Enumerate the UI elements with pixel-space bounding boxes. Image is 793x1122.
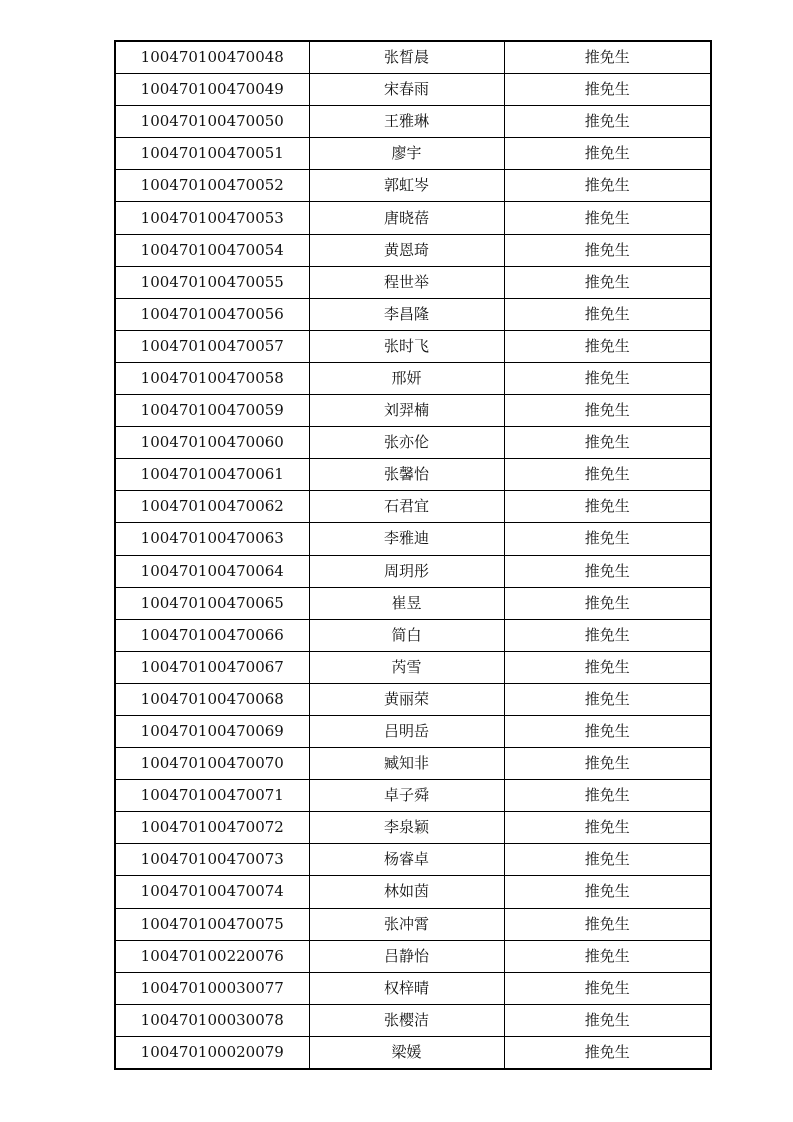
candidate-id-cell: 100470100470067: [115, 651, 309, 683]
table-row: [115, 202, 711, 234]
candidate-name-cell: 张馨怡: [309, 459, 504, 491]
candidate-id-cell: 100470100470060: [115, 427, 309, 459]
candidate-id-cell: 100470100470062: [115, 491, 309, 523]
candidate-name-cell: 简白: [309, 619, 504, 651]
admission-type-cell: 推免生: [504, 1004, 711, 1036]
candidate-name-cell: 臧知非: [309, 748, 504, 780]
table-row: [115, 555, 711, 587]
table-row: [115, 427, 711, 459]
candidate-name-cell: 吕明岳: [309, 715, 504, 747]
table-row: [115, 138, 711, 170]
table-row: [115, 298, 711, 330]
table-row: [115, 780, 711, 812]
admission-type-cell: 推免生: [504, 234, 711, 266]
admission-type-cell: 推免生: [504, 41, 711, 74]
candidate-id-cell: 100470100470050: [115, 106, 309, 138]
candidate-id-cell: 100470100030077: [115, 972, 309, 1004]
candidate-name-cell: 石君宜: [309, 491, 504, 523]
candidate-name-cell: 吕静怡: [309, 940, 504, 972]
candidate-id-cell: 100470100470063: [115, 523, 309, 555]
admission-type-cell: 推免生: [504, 780, 711, 812]
candidate-name-cell: 芮雪: [309, 651, 504, 683]
candidate-name-cell: 张樱洁: [309, 1004, 504, 1036]
admission-type-cell: 推免生: [504, 812, 711, 844]
admission-type-cell: 推免生: [504, 74, 711, 106]
candidate-name-cell: 黄恩琦: [309, 234, 504, 266]
candidate-name-cell: 宋春雨: [309, 74, 504, 106]
candidate-name-cell: 林如茵: [309, 876, 504, 908]
admission-type-cell: 推免生: [504, 619, 711, 651]
admission-type-cell: 推免生: [504, 844, 711, 876]
admission-type-cell: 推免生: [504, 170, 711, 202]
admission-type-cell: 推免生: [504, 972, 711, 1004]
candidate-name-cell: 张晳晨: [309, 41, 504, 74]
candidate-id-cell: 100470100470070: [115, 748, 309, 780]
candidate-name-cell: 唐晓蓓: [309, 202, 504, 234]
admission-type-cell: 推免生: [504, 587, 711, 619]
admission-type-cell: 推免生: [504, 266, 711, 298]
table-row: [115, 330, 711, 362]
candidate-id-cell: 100470100470066: [115, 619, 309, 651]
candidate-id-cell: 100470100030078: [115, 1004, 309, 1036]
candidate-name-cell: 廖宇: [309, 138, 504, 170]
table-row: [115, 106, 711, 138]
table-row: [115, 170, 711, 202]
admission-type-cell: 推免生: [504, 876, 711, 908]
candidate-name-cell: 周玥彤: [309, 555, 504, 587]
candidate-name-cell: 李昌隆: [309, 298, 504, 330]
table-row: [115, 812, 711, 844]
admission-type-cell: 推免生: [504, 106, 711, 138]
table-row: [115, 715, 711, 747]
candidate-id-cell: 100470100470071: [115, 780, 309, 812]
admission-type-cell: 推免生: [504, 940, 711, 972]
candidate-name-cell: 刘羿楠: [309, 395, 504, 427]
candidate-id-cell: 100470100470075: [115, 908, 309, 940]
table-body: [115, 41, 711, 1069]
table-row: [115, 74, 711, 106]
admission-type-cell: 推免生: [504, 748, 711, 780]
admission-type-cell: 推免生: [504, 1036, 711, 1069]
admission-type-cell: 推免生: [504, 683, 711, 715]
candidate-name-cell: 郭虹岑: [309, 170, 504, 202]
candidate-name-cell: 程世举: [309, 266, 504, 298]
candidate-name-cell: 李雅迪: [309, 523, 504, 555]
admission-type-cell: 推免生: [504, 491, 711, 523]
table-row: [115, 683, 711, 715]
admission-type-cell: 推免生: [504, 427, 711, 459]
table-row: [115, 619, 711, 651]
admission-type-cell: 推免生: [504, 651, 711, 683]
candidate-id-cell: 100470100020079: [115, 1036, 309, 1069]
admission-type-cell: 推免生: [504, 138, 711, 170]
admission-type-cell: 推免生: [504, 908, 711, 940]
table-row: [115, 908, 711, 940]
candidate-id-cell: 100470100220076: [115, 940, 309, 972]
admission-type-cell: 推免生: [504, 202, 711, 234]
candidate-id-cell: 100470100470049: [115, 74, 309, 106]
table-row: [115, 587, 711, 619]
candidate-name-cell: 张亦伦: [309, 427, 504, 459]
candidate-id-cell: 100470100470072: [115, 812, 309, 844]
table-row: [115, 362, 711, 394]
candidate-name-cell: 邢妍: [309, 362, 504, 394]
table-row: [115, 491, 711, 523]
table-row: [115, 1004, 711, 1036]
table-row: [115, 234, 711, 266]
candidate-id-cell: 100470100470052: [115, 170, 309, 202]
admission-type-cell: 推免生: [504, 330, 711, 362]
candidate-id-cell: 100470100470068: [115, 683, 309, 715]
candidate-name-cell: 张冲霄: [309, 908, 504, 940]
candidate-name-cell: 权梓晴: [309, 972, 504, 1004]
candidate-id-cell: 100470100470054: [115, 234, 309, 266]
admission-type-cell: 推免生: [504, 362, 711, 394]
candidate-name-cell: 梁媛: [309, 1036, 504, 1069]
candidate-name-cell: 李泉颖: [309, 812, 504, 844]
candidate-name-cell: 张时飞: [309, 330, 504, 362]
table-row: [115, 940, 711, 972]
table-row: [115, 1036, 711, 1069]
candidate-name-cell: 卓子舜: [309, 780, 504, 812]
table-row: [115, 844, 711, 876]
candidate-id-cell: 100470100470065: [115, 587, 309, 619]
candidate-id-cell: 100470100470055: [115, 266, 309, 298]
candidate-id-cell: 100470100470059: [115, 395, 309, 427]
table-row: [115, 459, 711, 491]
table-row: [115, 523, 711, 555]
table-row: [115, 395, 711, 427]
candidate-id-cell: 100470100470048: [115, 41, 309, 74]
table-row: [115, 651, 711, 683]
candidate-id-cell: 100470100470061: [115, 459, 309, 491]
admission-type-cell: 推免生: [504, 555, 711, 587]
candidate-id-cell: 100470100470069: [115, 715, 309, 747]
table-row: [115, 748, 711, 780]
candidate-name-cell: 黄丽荣: [309, 683, 504, 715]
admission-type-cell: 推免生: [504, 523, 711, 555]
candidate-id-cell: 100470100470057: [115, 330, 309, 362]
admission-type-cell: 推免生: [504, 298, 711, 330]
candidate-id-cell: 100470100470064: [115, 555, 309, 587]
table-row: [115, 876, 711, 908]
candidate-name-cell: 杨睿卓: [309, 844, 504, 876]
table-row: [115, 41, 711, 74]
candidate-id-cell: 100470100470051: [115, 138, 309, 170]
candidate-id-cell: 100470100470074: [115, 876, 309, 908]
admission-type-cell: 推免生: [504, 395, 711, 427]
admission-type-cell: 推免生: [504, 715, 711, 747]
candidate-id-cell: 100470100470056: [115, 298, 309, 330]
candidate-name-cell: 王雅琳: [309, 106, 504, 138]
candidate-name-cell: 崔昱: [309, 587, 504, 619]
candidate-id-cell: 100470100470053: [115, 202, 309, 234]
candidate-id-cell: 100470100470073: [115, 844, 309, 876]
candidate-id-cell: 100470100470058: [115, 362, 309, 394]
admission-list-table: [114, 40, 712, 1070]
admission-type-cell: 推免生: [504, 459, 711, 491]
table-row: [115, 972, 711, 1004]
table-row: [115, 266, 711, 298]
